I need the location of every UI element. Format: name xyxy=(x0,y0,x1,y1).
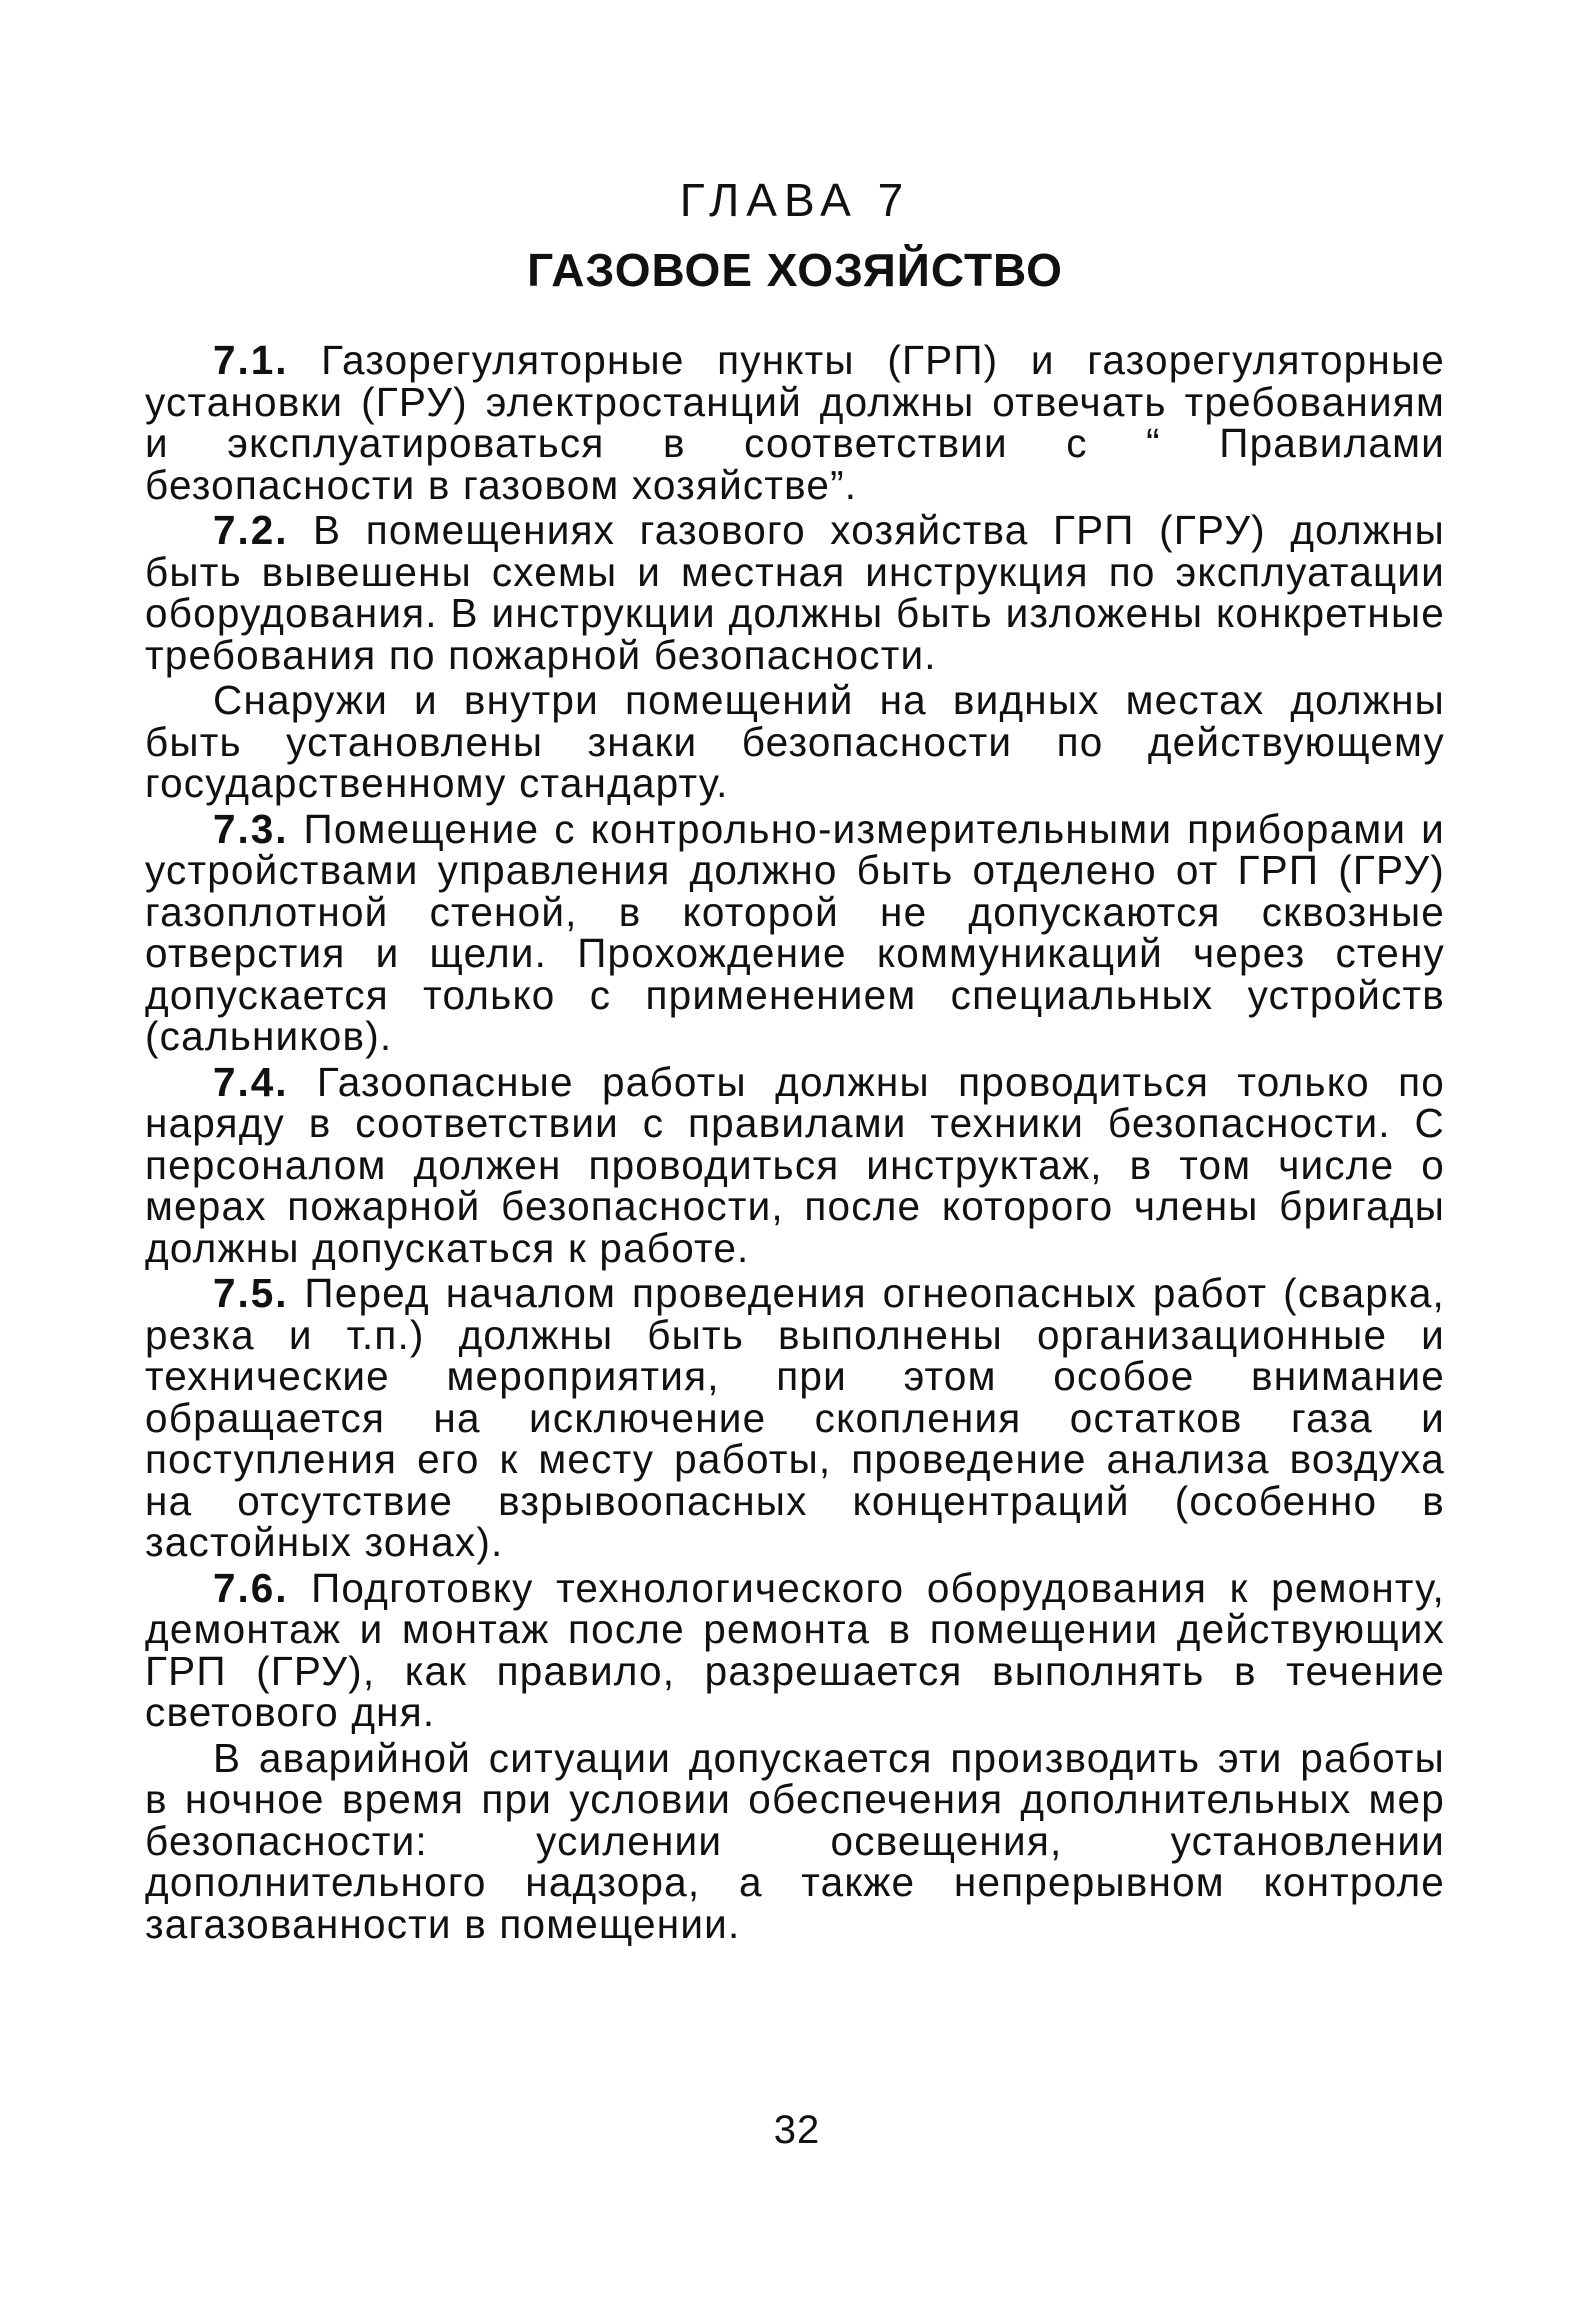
page-number: 32 xyxy=(773,2108,821,2152)
paragraph-text: В аварийной ситуации допускается производить эти работы в ночное время при условии обеспечения дополнительных мер безопасности: усилении освещения, установлении дополнительного надзора, а также непрерывном контроле загазованности в помещении. xyxy=(145,1734,1445,1947)
paragraph-7-1 xyxy=(145,337,1445,508)
paragraph-7-3 xyxy=(145,805,1445,1059)
paragraph-7-5 xyxy=(145,1270,1445,1565)
paragraph-text: Помещение с контрольно-измерительными приборами и устройствами управления должно быть отделено от ГРП (ГРУ) газоплотной стеной, в которой не допускаются сквозные отверстия и щели. Прохождение коммуникаций через стену допускается только с применением специальных устройств (сальников). xyxy=(145,805,1445,1059)
paragraph-text: Газорегуляторные пункты (ГРП) и газорегуляторные установки (ГРУ) электростанций должны отвечать требованиям и эксплуатироваться в соответствии с “ Правилами безопасности в газовом хозяйстве”. xyxy=(145,337,1445,508)
paragraph-7-6 xyxy=(145,1564,1445,1735)
chapter-label: ГЛАВА 7 xyxy=(679,174,911,226)
paragraph-text: Подготовку технологического оборудования к ремонту, демонтаж и монтаж после ремонта в помещении действующих ГРП (ГРУ), как правило, разрешается выполнять в течение светового дня. xyxy=(145,1564,1445,1735)
paragraph-7-2-continued xyxy=(145,677,1445,806)
chapter-title: ГАЗОВОЕ ХОЗЯЙСТВО xyxy=(527,244,1063,296)
paragraph-7-4 xyxy=(145,1058,1445,1271)
document-page xyxy=(145,170,1445,1949)
paragraph-number: 7.6. xyxy=(213,1564,289,1611)
paragraph-7-2 xyxy=(145,507,1445,678)
paragraph-text: Перед началом проведения огнеопасных работ (сварка, резка и т.п.) должны быть выполнены организационные и технические мероприятия, при этом особое внимание обращается на исключение скопления остатков газа и поступления его к месту работы, проведение анализа воздуха на отсутствие взрывоопасных концентраций (особенно в застойных зонах). xyxy=(145,1270,1445,1565)
paragraph-text: Снаружи и внутри помещений на видных местах должны быть установлены знаки безопасности по действующему государственному стандарту. xyxy=(145,677,1445,806)
paragraph-text: В помещениях газового хозяйства ГРП (ГРУ) должны быть вывешены схемы и местная инструкция по эксплуатации оборудования. В инструкции должны быть изложены конкретные требования по пожарной безопасности. xyxy=(145,507,1445,678)
paragraph-7-6-continued xyxy=(145,1734,1445,1947)
paragraph-number: 7.4. xyxy=(213,1058,289,1105)
paragraph-number: 7.1. xyxy=(213,337,289,383)
paragraph-number: 7.2. xyxy=(213,507,289,553)
paragraph-text: Газоопасные работы должны проводиться только по наряду в соответствии с правилами техники безопасности. С персоналом должен проводиться инструктаж, в том числе о мерах пожарной безопасности, после которого члены бригады должны допускаться к работе. xyxy=(145,1058,1445,1271)
paragraph-number: 7.3. xyxy=(213,805,289,852)
paragraph-number: 7.5. xyxy=(213,1270,289,1316)
